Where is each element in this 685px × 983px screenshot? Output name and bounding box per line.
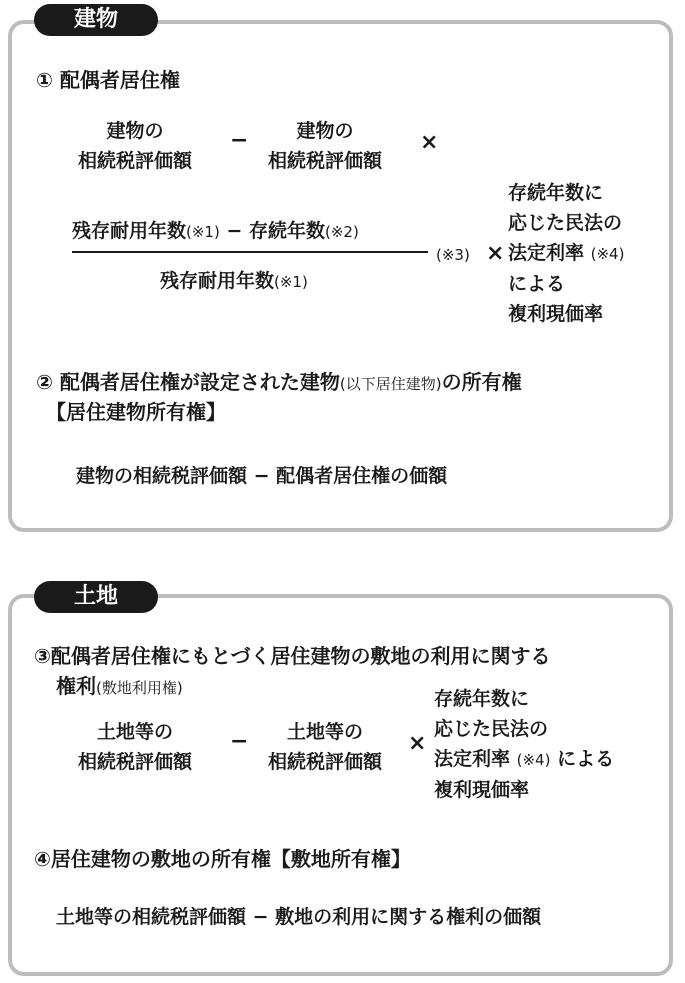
formula3-times: × (408, 731, 427, 756)
formula2: 建物の相続税評価額 − 配偶者居住権の価額 (76, 465, 448, 487)
formula3-term-b (250, 717, 400, 777)
numerator-minus: − (219, 220, 249, 242)
formula1-term-b-line2: 相続税評価額 (267, 150, 382, 172)
formula3-term-b-line2: 相続税評価額 (267, 751, 382, 773)
fraction-note: (※3) (436, 246, 470, 264)
rate3-line1: 存続年数に (434, 688, 530, 710)
numerator-b: 存続年数 (249, 220, 326, 242)
formula1-term-a-line2: 相続税評価額 (77, 150, 192, 172)
building-section-tag: 建物 (34, 4, 158, 36)
rate3-line3: 法定利率 (※4) による (434, 748, 615, 770)
item3-title2-main: 権利 (56, 674, 96, 698)
formula1-term-a (60, 116, 210, 176)
numerator-b-note: (※2) (325, 223, 359, 241)
numerator-a-note: (※1) (186, 223, 220, 241)
formula1-denominator (160, 266, 308, 293)
formula1-minus: − (230, 128, 249, 153)
formula1-times2: × (486, 241, 505, 266)
rate-line4: による (508, 273, 566, 295)
formula4: 土地等の相続税評価額 − 敷地の利用に関する権利の価額 (56, 906, 542, 928)
formula3-term-a-line2: 相続税評価額 (77, 751, 192, 773)
formula1-rate (508, 178, 624, 329)
formula1-times: × (420, 130, 439, 155)
denominator-note: (※1) (274, 273, 308, 291)
item2-title-main: ② 配偶者居住権が設定された建物 (36, 370, 340, 394)
item4-title: ④居住建物の敷地の所有権【敷地所有権】 (34, 847, 411, 871)
rate-line5: 複利現価率 (508, 303, 604, 325)
rate-line3: 法定利率 (※4) (508, 242, 625, 264)
formula3-rate (434, 684, 614, 805)
rate3-line4: 複利現価率 (434, 779, 530, 801)
formula1-term-a-line1: 建物の (106, 120, 164, 142)
rate3-line2: 応じた民法の (434, 718, 549, 740)
fraction-bar (72, 251, 428, 253)
rate-line3-note: (※4) (590, 245, 625, 263)
item2-title-note: (以下居住建物) (339, 375, 442, 393)
formula3-term-b-line1: 土地等の (286, 721, 363, 743)
formula1-term-b (250, 116, 400, 176)
item3-title2-note: (敷地利用権) (96, 679, 183, 697)
item1-title: ① 配偶者居住権 (36, 68, 180, 92)
rate-line1: 存続年数に (508, 182, 604, 204)
formula1-term-b-line1: 建物の (296, 120, 354, 142)
numerator-a: 残存耐用年数 (72, 220, 187, 242)
item2-title (36, 366, 522, 395)
formula3-term-a (60, 717, 210, 777)
formula3-minus: − (230, 729, 249, 754)
land-section-tag: 土地 (34, 581, 158, 613)
formula3-term-a-line1: 土地等の (96, 721, 173, 743)
item3-title2 (56, 670, 183, 699)
item3-title: ③配偶者居住権にもとづく居住建物の敷地の利用に関する (34, 644, 551, 668)
rate3-line3-note: (※4) (516, 751, 551, 769)
item2-title-tail: の所有権 (441, 370, 522, 394)
item2-subtitle: 【居住建物所有権】 (46, 400, 226, 424)
denominator: 残存耐用年数 (160, 270, 275, 292)
rate-line2: 応じた民法の (508, 212, 623, 234)
formula1-numerator (72, 216, 359, 243)
